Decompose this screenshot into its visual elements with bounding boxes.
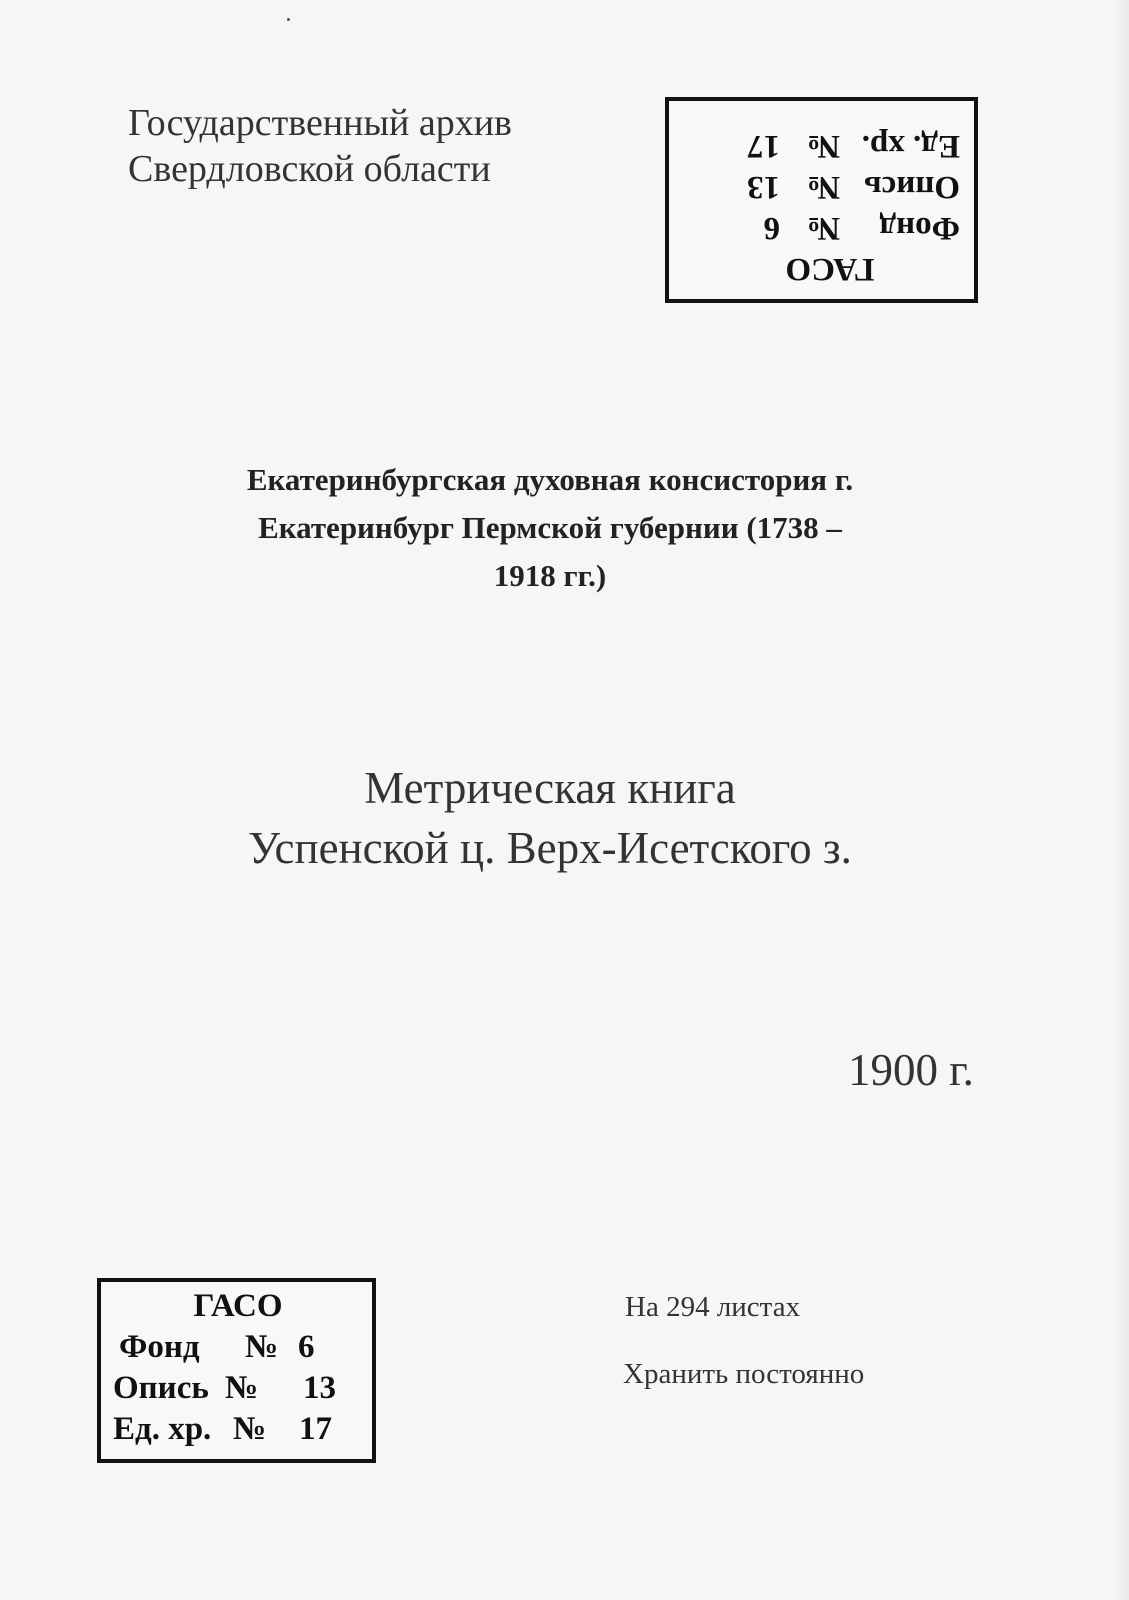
stamp-opis-number: 13 [303, 1370, 336, 1406]
archive-name [128, 100, 512, 192]
stamp-opis-sign: № [225, 1370, 259, 1406]
stamp-ed-label: Ед. хр. [113, 1411, 212, 1447]
document-year: 1900 г. [848, 1045, 974, 1095]
consistory-line-3: 1918 гг.) [493, 558, 607, 593]
stamp-fond-row [700, 207, 960, 248]
archive-stamp [97, 1278, 376, 1463]
archive-name-line-2: Свердловской области [128, 148, 491, 190]
stamp-title-row [113, 1286, 363, 1327]
stamp-fond-sign: № [806, 210, 840, 246]
book-title-line-1: Метрическая книга [364, 763, 736, 813]
speck [287, 18, 290, 21]
archive-name-line-1: Государственный архив [128, 102, 512, 144]
book-title-line-2: Успенской ц. Верх-Исетского з. [248, 823, 852, 873]
stamp-ed-sign: № [233, 1411, 267, 1447]
stamp-ed-label: Ед. хр. [861, 128, 960, 164]
stamp-opis-number: 13 [747, 169, 780, 205]
stamp-title-row [700, 248, 960, 289]
stamp-fond-row [113, 1327, 373, 1368]
stamp-ed-sign: № [806, 128, 840, 164]
consistory-heading [140, 456, 960, 600]
archive-stamp-inverted [665, 97, 978, 303]
stamp-fond-label: Фонд [879, 210, 960, 246]
stamp-opis-row [113, 1368, 373, 1409]
stamp-fond-sign: № [245, 1329, 279, 1365]
consistory-line-1: Екатеринбургская духовная консистория г. [246, 462, 854, 497]
stamp-opis-sign: № [806, 169, 840, 205]
stamp-opis-label: Опись [113, 1370, 209, 1406]
consistory-line-2: Екатеринбург Пермской губернии (1738 – [258, 510, 842, 545]
stamp-opis-row [700, 166, 960, 207]
stamp-fond-number: 6 [763, 210, 780, 246]
sheet-count: На 294 листах [625, 1291, 801, 1323]
stamp-fond-number: 6 [298, 1329, 315, 1365]
stamp-opis-label: Опись [864, 169, 960, 205]
stamp-ed-row [113, 1409, 373, 1450]
storage-note: Хранить постоянно [623, 1358, 865, 1390]
book-title [140, 758, 960, 878]
stamp-ed-number: 17 [747, 128, 780, 164]
stamp-title: ГАСО [193, 1288, 283, 1324]
stamp-ed-number: 17 [299, 1411, 332, 1447]
stamp-fond-label: Фонд [119, 1329, 200, 1365]
stamp-ed-row [700, 125, 960, 166]
stamp-title: ГАСО [785, 251, 875, 287]
